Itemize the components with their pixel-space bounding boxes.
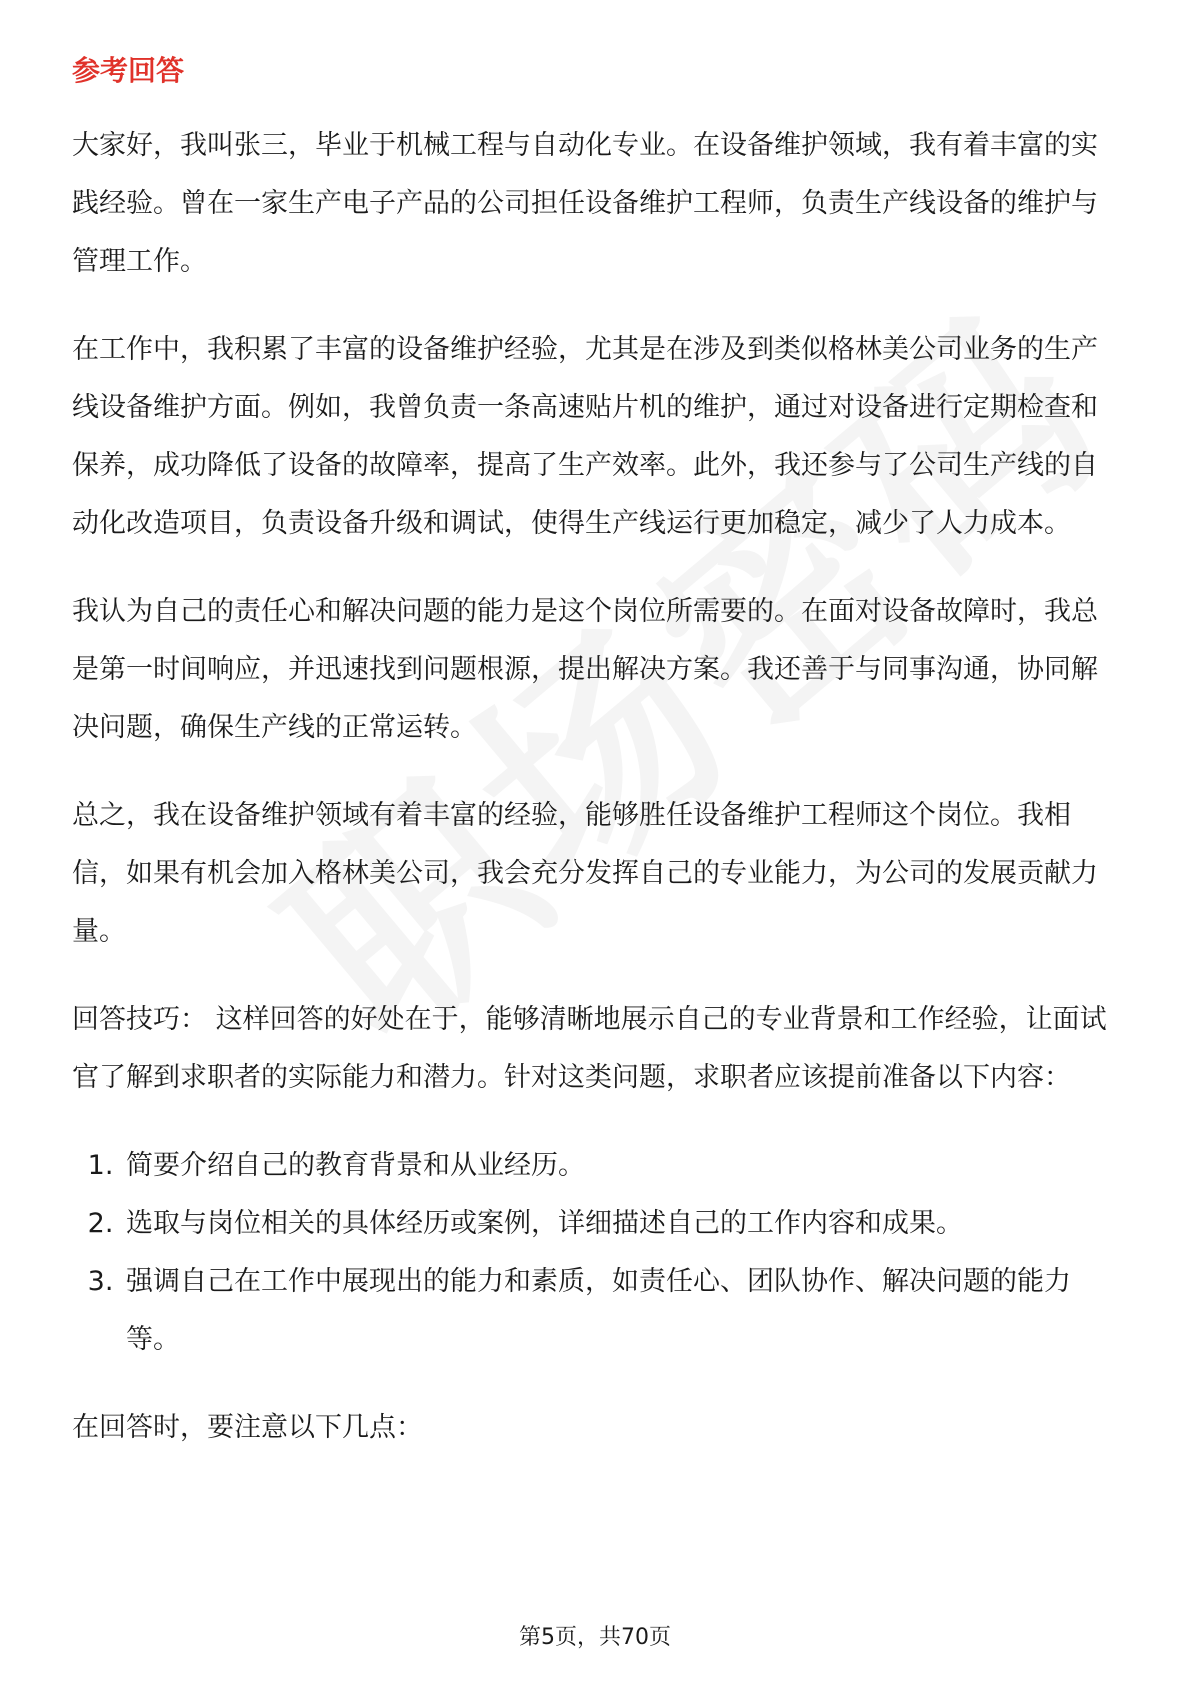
paragraph-experience: 在工作中，我积累了丰富的设备维护经验，尤其是在涉及到类似格林美公司业务的生产线设备维护方面。例如，我曾负责一条高速贴片机的维护，通过对设备进行定期检查和保养，成功降低了设备的故障率，提高了生产效率。此外，我还参与了公司生产线的自动化改造项目，负责设备升级和调试，使得生产线运行更加稳定，减少了人力成本。 (72, 334, 1098, 539)
list-item: 2. 选取与岗位相关的具体经历或案例，详细描述自己的工作内容和成果。 (122, 1195, 1122, 1253)
paragraph-abilities: 我认为自己的责任心和解决问题的能力是这个岗位所需要的。在面对设备故障时，我总是第一时间响应，并迅速找到问题根源，提出解决方案。我还善于与同事沟通，协同解决问题，确保生产线的正常运转。 (72, 596, 1098, 743)
paragraph-summary: 总之，我在设备维护领域有着丰富的经验，能够胜任设备维护工程师这个岗位。我相信，如果有机会加入格林美公司，我会充分发挥自己的专业能力，为公司的发展贡献力量。 (72, 800, 1098, 947)
paragraph-closing: 在回答时，要注意以下几点： (72, 1412, 423, 1443)
list-item: 3. 强调自己在工作中展现出的能力和素质，如责任心、团队协作、解决问题的能力等。 (122, 1253, 1122, 1369)
list-item: 1. 简要介绍自己的教育背景和从业经历。 (122, 1137, 1122, 1195)
paragraph-intro: 大家好，我叫张三，毕业于机械工程与自动化专业。在设备维护领域，我有着丰富的实践经验。曾在一家生产电子产品的公司担任设备维护工程师，负责生产线设备的维护与管理工作。 (72, 130, 1098, 277)
document-body (72, 117, 1122, 1487)
tips-list (72, 1137, 1122, 1369)
section-heading: 参考回答 (72, 54, 185, 87)
page-number: 第5页，共70页 (519, 1625, 671, 1650)
paragraph-tips: 回答技巧： 这样回答的好处在于，能够清晰地展示自己的专业背景和工作经验，让面试官了解到求职者的实际能力和潜力。针对这类问题，求职者应该提前准备以下内容： (72, 1004, 1107, 1093)
